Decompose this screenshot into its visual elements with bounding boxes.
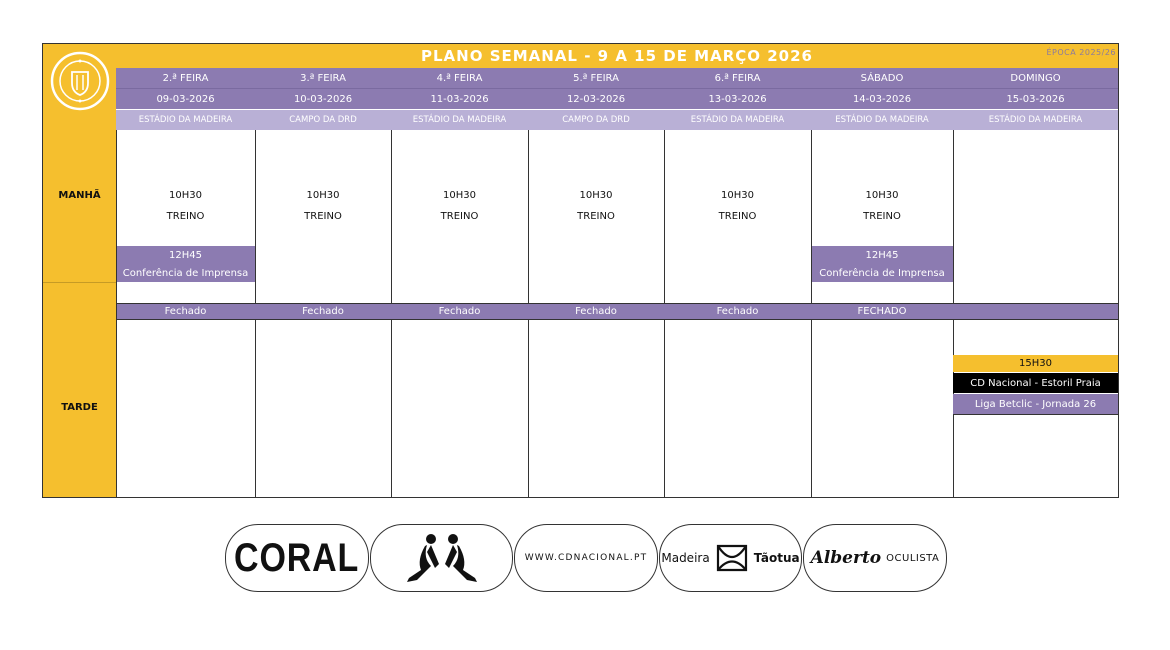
column-divider <box>811 130 812 304</box>
day-date-header: 14-03-2026 <box>811 88 953 109</box>
website-link[interactable]: WWW.CDNACIONAL.PT <box>524 553 648 563</box>
sponsor-kappa[interactable] <box>370 524 513 592</box>
alberto-logo-text: Alberto <box>810 548 882 568</box>
day-name-header: 6.ª FEIRA <box>664 68 811 88</box>
afternoon-status: Fechado <box>391 303 528 320</box>
afternoon-status: Fechado <box>255 303 391 320</box>
day-date-header: 15-03-2026 <box>953 88 1118 109</box>
day-name-header: SÁBADO <box>811 68 953 88</box>
sponsor-website[interactable] <box>514 524 658 592</box>
madeira-logo-icon <box>715 543 749 573</box>
press-conference-time: 12H45 <box>811 246 953 264</box>
column-divider <box>811 320 812 497</box>
training-label: TREINO <box>304 210 342 222</box>
kappa-logo-icon <box>387 530 497 586</box>
day-name-header: 3.ª FEIRA <box>255 68 391 88</box>
sponsor-alberto[interactable] <box>803 524 947 592</box>
day-date-header: 11-03-2026 <box>391 88 528 109</box>
column-divider <box>116 130 117 497</box>
press-conference-label: Conferência de Imprensa <box>811 264 953 282</box>
page-title: PLANO SEMANAL - 9 A 15 DE MARÇO 2026 <box>421 47 813 65</box>
training-time: 10H30 <box>579 189 613 201</box>
match-time: 15H30 <box>953 355 1118 372</box>
column-divider <box>255 320 256 497</box>
column-divider <box>953 130 954 304</box>
column-divider <box>664 320 665 497</box>
training-label: TREINO <box>577 210 615 222</box>
training-label: TREINO <box>440 210 479 222</box>
column-divider <box>391 320 392 497</box>
day-location: ESTÁDIO DA MADEIRA <box>116 109 255 130</box>
afternoon-status: FECHADO <box>811 303 953 320</box>
day-location: ESTÁDIO DA MADEIRA <box>811 109 953 130</box>
alberto-tag-text: OCULISTA <box>886 552 940 564</box>
day-name-header: DOMINGO <box>953 68 1118 88</box>
day-location: CAMPO DA DRD <box>255 109 391 130</box>
day-name-header: 2.ª FEIRA <box>116 68 255 88</box>
training-time: 10H30 <box>721 189 754 201</box>
afternoon-status <box>953 303 1118 320</box>
training-time: 10H30 <box>306 189 340 201</box>
coral-logo-text: CORAL <box>234 535 360 580</box>
club-crest-icon <box>49 50 111 112</box>
press-conference-time: 12H45 <box>116 246 255 264</box>
match-competition: Liga Betclic - Jornada 26 <box>953 394 1118 415</box>
afternoon-status: Fechado <box>664 303 811 320</box>
day-location: ESTÁDIO DA MADEIRA <box>953 109 1118 130</box>
afternoon-status: Fechado <box>528 303 664 320</box>
day-date-header: 09-03-2026 <box>116 88 255 109</box>
training-label: TREINO <box>863 210 901 222</box>
day-name-header: 4.ª FEIRA <box>391 68 528 88</box>
season-label: ÉPOCA 2025/26 <box>1046 48 1116 57</box>
day-location: ESTÁDIO DA MADEIRA <box>391 109 528 130</box>
sponsor-coral[interactable] <box>225 524 369 592</box>
training-time: 10H30 <box>169 189 202 201</box>
column-divider <box>391 130 392 304</box>
madeira-logo-text: Madeira <box>661 551 710 565</box>
training-label: TREINO <box>166 210 205 222</box>
training-time: 10H30 <box>443 189 476 201</box>
day-name-header: 5.ª FEIRA <box>528 68 664 88</box>
training-time: 10H30 <box>865 189 899 201</box>
column-divider <box>255 130 256 304</box>
match-teams: CD Nacional - Estoril Praia <box>953 373 1118 393</box>
morning-label: MANHÃ <box>58 189 101 201</box>
training-label: TREINO <box>718 210 757 222</box>
column-divider <box>664 130 665 304</box>
day-date-header: 12-03-2026 <box>528 88 664 109</box>
press-conference-label: Conferência de Imprensa <box>116 264 255 282</box>
column-divider <box>528 130 529 304</box>
column-divider <box>528 320 529 497</box>
day-date-header: 13-03-2026 <box>664 88 811 109</box>
madeira-tag-text: Tãotua <box>753 551 800 565</box>
day-date-header: 10-03-2026 <box>255 88 391 109</box>
afternoon-status: Fechado <box>116 303 255 320</box>
afternoon-label: TARDE <box>61 401 98 413</box>
day-location: ESTÁDIO DA MADEIRA <box>664 109 811 130</box>
sponsor-madeira[interactable] <box>659 524 802 592</box>
day-location: CAMPO DA DRD <box>528 109 664 130</box>
